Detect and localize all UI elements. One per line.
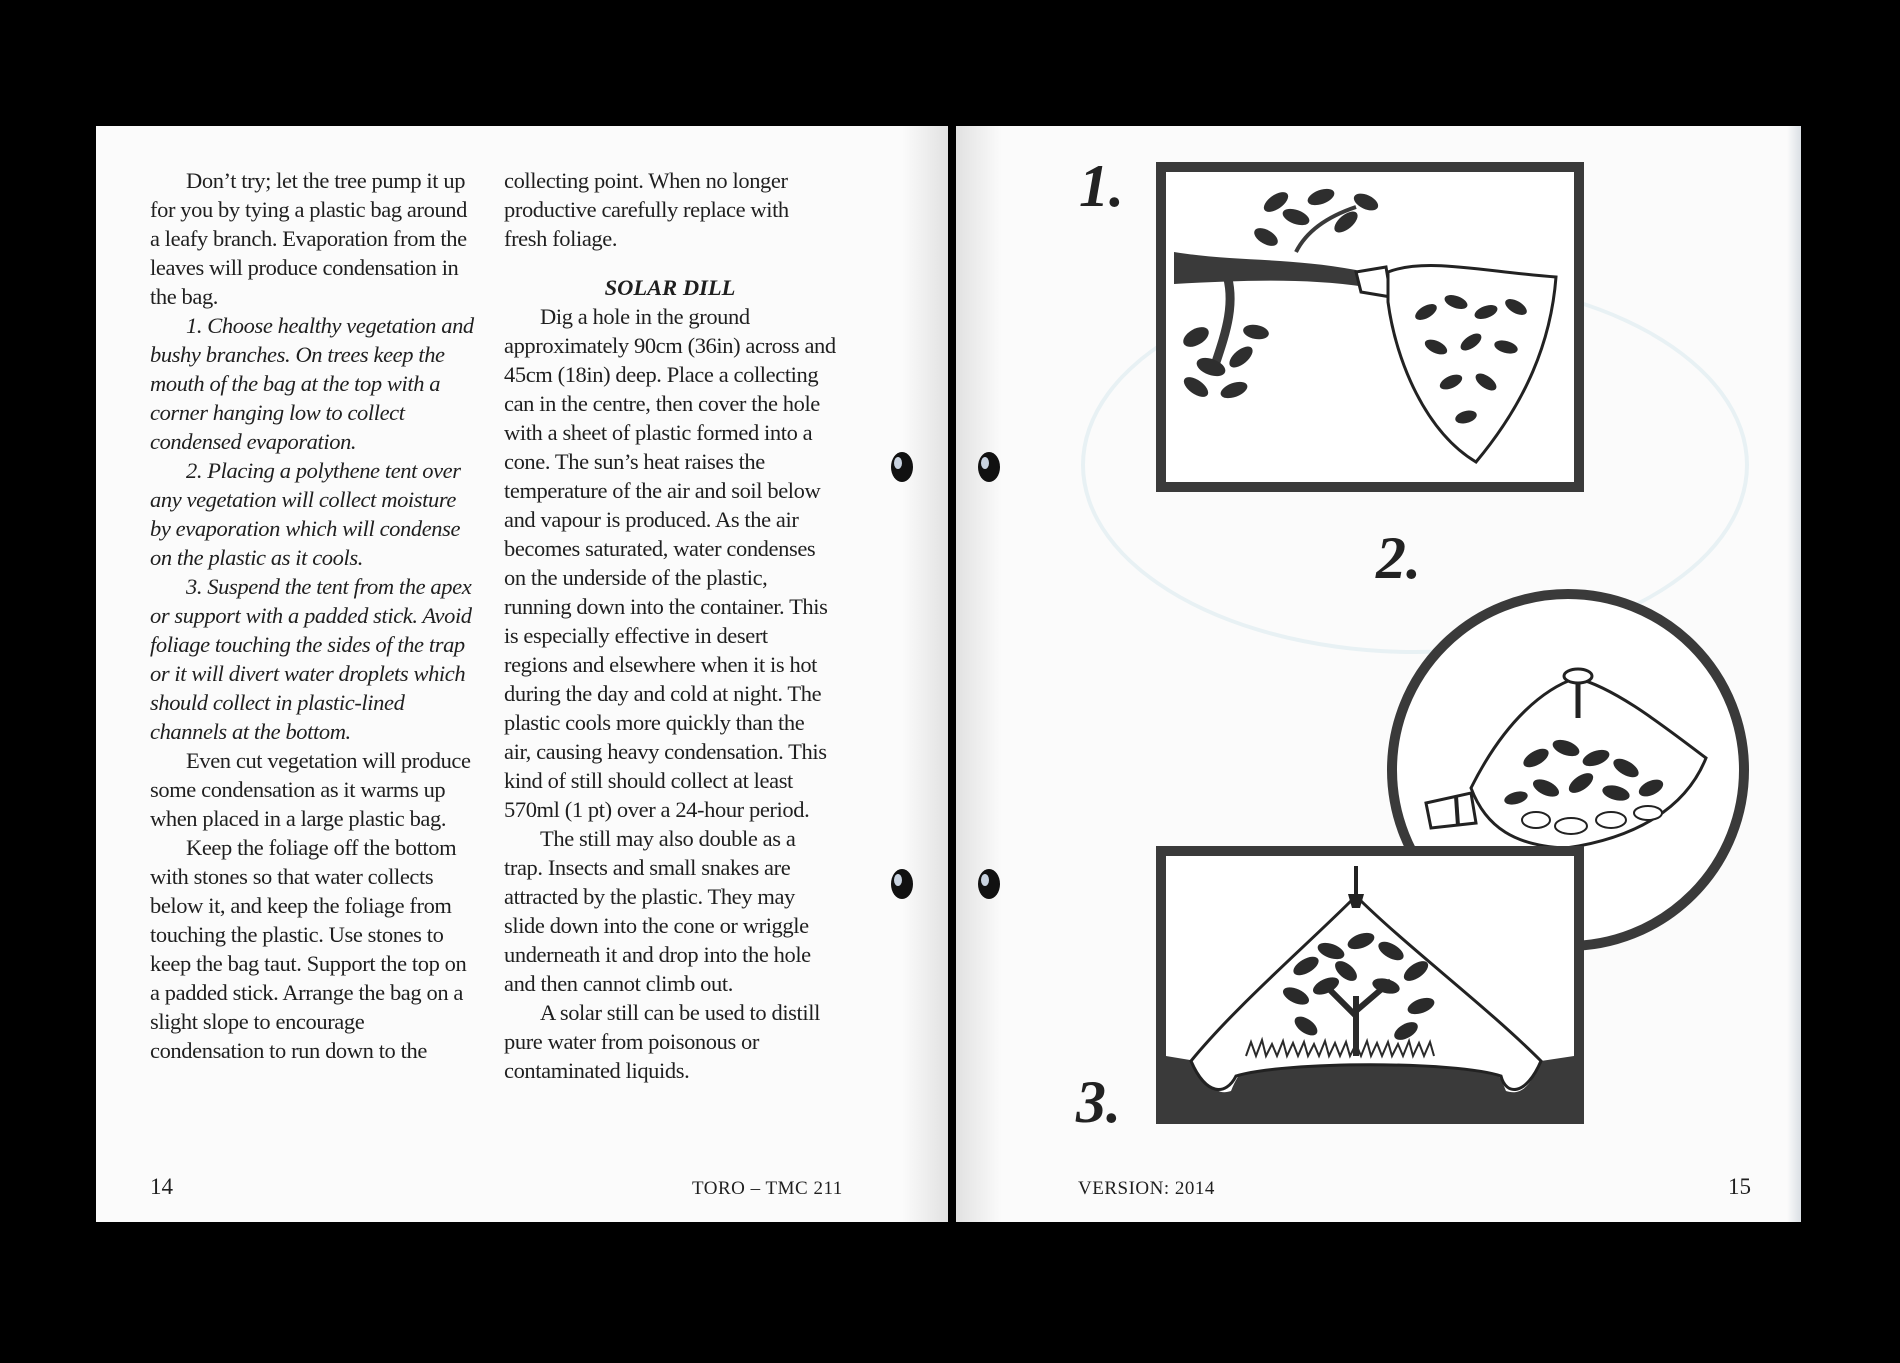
text-column-1: [150, 166, 480, 1065]
paragraph-trap: The still may also double as a trap. Insects and small snakes are attracted by the plastic. They may slide down into the cone or wriggle underneath it and drop into the hole and then cannot climb out.: [504, 826, 811, 996]
footer-title: TORO – TMC 211: [692, 1178, 843, 1199]
paragraph-intro: Don’t try; let the tree pump it up for you by tying a plastic bag around a leafy branch. Evaporation from the leaves will produce condensation in the bag.: [150, 168, 467, 309]
paragraph-solar-still: Dig a hole in the ground approximately 90cm (36in) across and 45cm (18in) deep. Place a collecting can in the centre, then cover the hole with a sheet of plastic formed into a cone. The sun’s heat raises the temperature of the air and soil below and vapour is produced. As the air becomes saturated, water condenses on the underside of the plastic, running down into the container. This is especially effective in desert regions and elsewhere when it is hot during the day and cold at night. The plastic cools more quickly than the air, causing heavy condensation. This kind of still should collect at least 570ml (1 pt) over a 24-hour period.: [504, 304, 836, 822]
page-number-left: 14: [150, 1174, 173, 1199]
paragraph-distill: A solar still can be used to distill pure water from poisonous or contaminated liquids.: [504, 1000, 820, 1083]
page-number-right: 15: [1728, 1174, 1751, 1199]
text-column-2: [504, 166, 836, 1085]
page-edge-shadow: [1787, 126, 1801, 1222]
gutter-shadow: [956, 126, 1002, 1222]
paragraph-continued: collecting point. When no longer productive carefully replace with fresh foliage.: [504, 168, 789, 251]
binder-hole-lower-right: [978, 869, 1000, 899]
figure-label-3: 3.: [1076, 1069, 1121, 1135]
left-page: [96, 126, 948, 1222]
paragraph-step-3: 3. Suspend the tent from the apex or support with a padded stick. Avoid foliage touching the sides of the trap or it will divert water droplets which should collect in plastic-lined channels at the bottom.: [150, 574, 472, 744]
paragraph-cut-vegetation: Even cut vegetation will produce some condensation as it warms up when placed in a large plastic bag.: [150, 748, 471, 831]
figure-label-1: 1.: [1079, 153, 1124, 219]
right-page: [956, 126, 1801, 1222]
binder-hole-upper-right: [978, 452, 1000, 482]
gutter-shadow: [902, 126, 948, 1222]
section-heading: SOLAR DILL: [604, 275, 736, 300]
figure-label-2: 2.: [1376, 525, 1421, 591]
binder-hole-lower-left: [891, 869, 913, 899]
paragraph-step-1: 1. Choose healthy vegetation and bushy branches. On trees keep the mouth of the bag at the top with a corner hanging low to collect condensed evaporation.: [150, 313, 474, 454]
bag-on-branch-illustration: [1156, 162, 1584, 492]
paragraph-foliage: Keep the foliage off the bottom with stones so that water collects below it, and keep the foliage from touching the plastic. Use stones to keep the bag taut. Support the top on a padded stick. Arrange the bag on a slight slope to encourage condensation to run down to the: [150, 835, 467, 1063]
paragraph-step-2: 2. Placing a polythene tent over any vegetation will collect moisture by evaporation which will condense on the plastic as it cools.: [150, 458, 461, 570]
tent-over-bush-illustration: [1156, 846, 1584, 1124]
binder-hole-upper-left: [891, 452, 913, 482]
footer-version: VERSION: 2014: [1078, 1178, 1215, 1199]
